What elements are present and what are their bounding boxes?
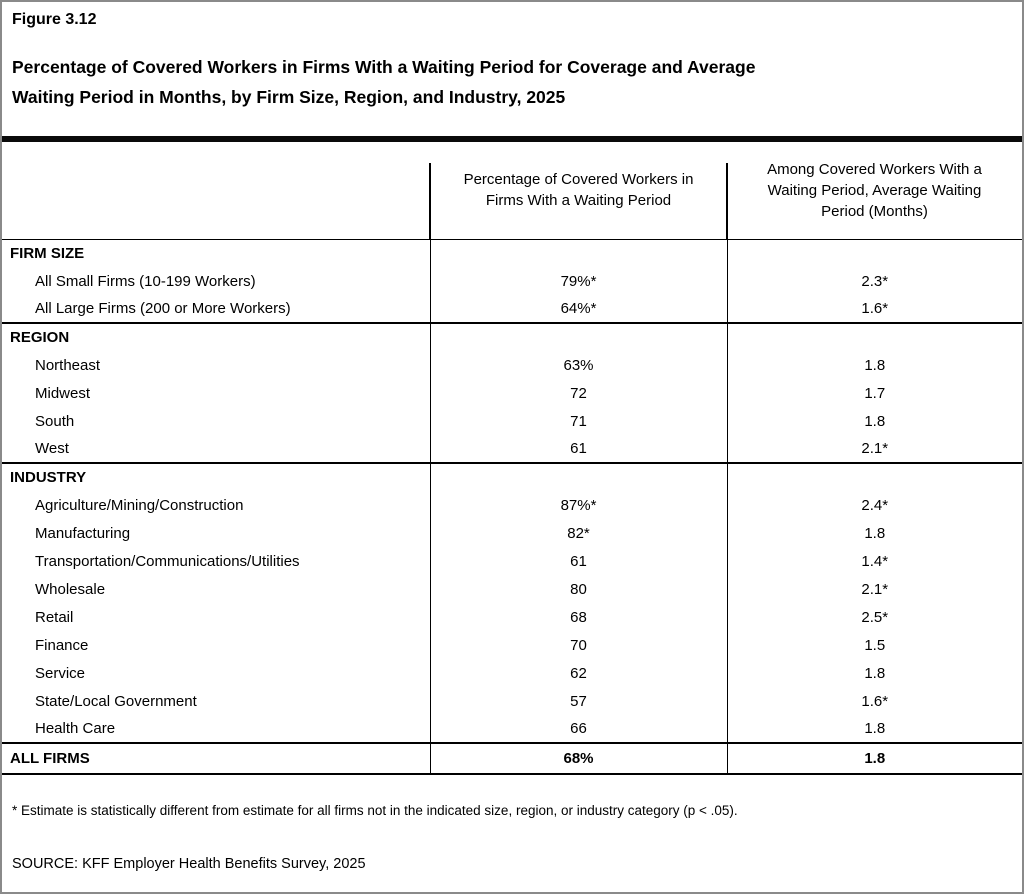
row-label-column-header [2, 142, 430, 239]
row-months-value: 1.6* [727, 295, 1022, 323]
row-pct-value: 57 [430, 687, 727, 715]
row-label: Wholesale [35, 580, 106, 598]
table-header-row [2, 142, 1022, 239]
section-header-label: REGION [2, 323, 430, 351]
row-pct-value: 63% [430, 351, 727, 379]
all-firms-pct-value: 68% [430, 743, 727, 774]
row-months-value: 1.4* [727, 547, 1022, 575]
row-months-value: 2.5* [727, 603, 1022, 631]
row-pct-value: 61 [430, 547, 727, 575]
table-row [2, 603, 1022, 631]
row-label: All Small Firms (10-199 Workers) [35, 272, 256, 290]
all-firms-months-value: 1.8 [727, 743, 1022, 774]
table-row [2, 379, 1022, 407]
row-pct-value: 72 [430, 379, 727, 407]
row-months-value: 1.8 [727, 351, 1022, 379]
row-label: State/Local Government [35, 692, 197, 710]
row-label: South [35, 412, 75, 430]
row-months-value: 2.4* [727, 491, 1022, 519]
column-header-avg-months: Among Covered Workers With a Waiting Period, Average Waiting Period (Months) [727, 142, 1022, 239]
all-firms-row [2, 743, 1022, 774]
row-pct-value: 87%* [430, 491, 727, 519]
table-row [2, 659, 1022, 687]
row-months-value: 1.5 [727, 631, 1022, 659]
row-months-value: 1.7 [727, 379, 1022, 407]
figure-title [12, 52, 1012, 112]
waiting-period-table [2, 142, 1022, 775]
row-months-value: 1.8 [727, 519, 1022, 547]
row-pct-value: 66 [430, 715, 727, 743]
table-row [2, 351, 1022, 379]
section-header-label: FIRM SIZE [10, 244, 85, 262]
section-header-label: INDUSTRY [2, 463, 430, 491]
row-pct-value: 64%* [430, 295, 727, 323]
row-label: Northeast [35, 356, 101, 374]
row-months-value: 1.8 [727, 659, 1022, 687]
row-label: West [35, 440, 69, 457]
section-header-row-region [2, 323, 1022, 351]
row-months-value: 1.8 [727, 407, 1022, 435]
empty-cell [430, 323, 727, 351]
row-pct-value: 82* [430, 519, 727, 547]
empty-cell [727, 239, 1022, 267]
row-label: Agriculture/Mining/Construction [35, 496, 244, 514]
table-row [2, 687, 1022, 715]
figure-label: Figure 3.12 [12, 11, 97, 28]
empty-cell [430, 463, 727, 491]
figure-title-line1: Percentage of Covered Workers in Firms With a Waiting Period for Coverage and Average [12, 57, 756, 77]
row-pct-value: 79%* [430, 267, 727, 295]
row-pct-value: 80 [430, 575, 727, 603]
row-label: Service [35, 664, 86, 682]
figure-title-line2: Waiting Period in Months, by Firm Size, Region, and Industry, 2025 [12, 87, 566, 107]
row-pct-value: 62 [430, 659, 727, 687]
table-row [2, 519, 1022, 547]
table-row [2, 267, 1022, 295]
row-pct-value: 68 [430, 603, 727, 631]
section-header-row-industry [2, 463, 1022, 491]
table-row [2, 435, 1022, 463]
table-row [2, 547, 1022, 575]
column-header-percentage: Percentage of Covered Workers in Firms With a Waiting Period [430, 142, 727, 239]
row-label: Transportation/Communications/Utilities [35, 552, 300, 570]
table-row [2, 575, 1022, 603]
empty-cell [727, 323, 1022, 351]
row-months-value: 2.1* [727, 575, 1022, 603]
table-row [2, 715, 1022, 743]
title-block [2, 2, 1022, 142]
row-months-value: 1.8 [727, 715, 1022, 743]
row-months-value: 1.6* [727, 687, 1022, 715]
row-label: Retail [35, 608, 74, 626]
source-line: SOURCE: KFF Employer Health Benefits Survey, 2025 [12, 856, 366, 872]
row-months-value: 2.3* [727, 267, 1022, 295]
row-label: Health Care [35, 720, 116, 737]
table-row [2, 631, 1022, 659]
empty-cell [430, 239, 727, 267]
empty-cell [727, 463, 1022, 491]
row-months-value: 2.1* [727, 435, 1022, 463]
row-label: Finance [35, 636, 89, 654]
row-pct-value: 71 [430, 407, 727, 435]
row-pct-value: 61 [430, 435, 727, 463]
table-row [2, 295, 1022, 323]
row-label: Midwest [35, 384, 91, 402]
row-label: Manufacturing [35, 524, 131, 542]
row-pct-value: 70 [430, 631, 727, 659]
table-row [2, 407, 1022, 435]
all-firms-label: ALL FIRMS [2, 743, 430, 774]
row-label: All Large Firms (200 or More Workers) [35, 300, 291, 317]
significance-footnote: * Estimate is statistically different from estimate for all firms not in the indicated size, region, or industry category (p < .05). [12, 803, 738, 818]
section-header-row-firm-size [2, 239, 1022, 267]
table-row [2, 491, 1022, 519]
